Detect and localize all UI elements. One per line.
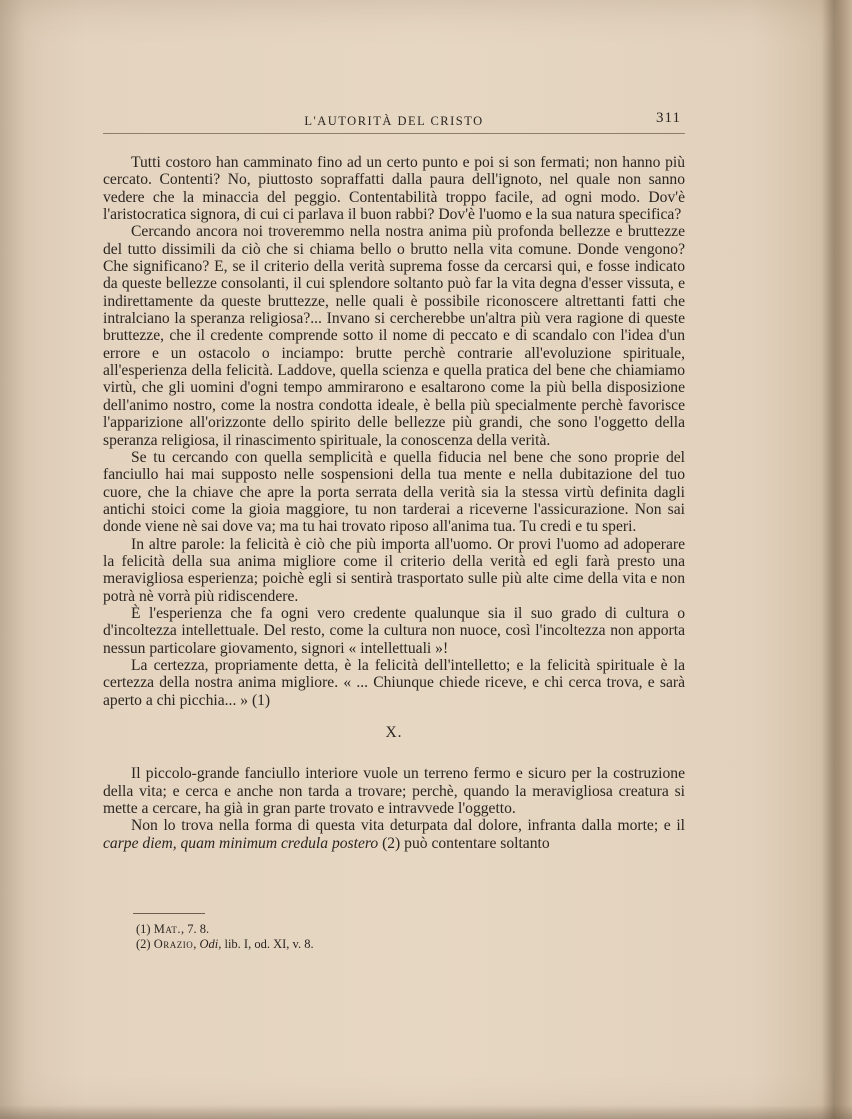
body-text [103, 154, 685, 852]
paragraph: La certezza, propriamente detta, è la felicità dell'intelletto; e la felicità spirituale è la certezza della nostra anima migliore. « ... Chiunque chiede riceve, e chi cerca trova, e sarà aperto a chi picchia... » (1) [103, 656, 685, 709]
paragraph: Cercando ancora noi troveremmo nella nostra anima più profonda bellezze e bruttezze del tutto dissimili da ciò che si chiama bello o brutto nella vita comune. Donde vengono? Che significano? E, se il criterio della verità suprema fosse da cercarsi qui, e fosse indicato da queste bellezze consolanti, il cui splendore soltanto può far la vita degna d'esser vissuta, e indirettamente da queste bruttezze, nelle quali è possibile riconoscere altrettanti fatti che intralciano la speranza religiosa?... Invano si cercherebbe un'altra più vera ragione di queste bruttezze, che il credente comprende sotto il nome di peccato e di scandalo con l'idea d'un errore e un ostacolo o inciampo: brutte perchè contrarie all'evoluzione spirituale, all'esperienza della felicità. Laddove, quella scienza e quella pratica del bene che chiamiamo virtù, che gli uomini d'ogni tempo ammirarono e esaltarono come la più bella disposizione dell'animo nostro, come la nostra condotta ideale, è bella più specialmente perchè favorisce l'apparizione all'orizzonte dello spirito delle bellezze più grandi, che sono l'oggetto della speranza religiosa, il rinascimento spirituale, la conoscenza della verità. [103, 223, 685, 449]
text-run: (2) può contentare soltanto [378, 834, 550, 852]
footnote-author: Orazio [153, 937, 194, 951]
latin-quote: carpe diem, quam minimum credula postero [103, 834, 379, 852]
header-rule [103, 133, 685, 134]
footnote-text: , 7. 8. [180, 922, 210, 936]
page-edge-right [822, 0, 852, 1119]
page-number: 311 [656, 110, 681, 126]
text-run: Non lo trova nella forma di questa vita deturpata dal dolore, infranta dalla morte; e il [131, 817, 685, 835]
paragraph: Il piccolo-grande fanciullo interiore vuole un terreno fermo e sicuro per la costruzione della vita; e cerca e anche non tarda a trovare; perchè, quando la meravigliosa creatura si mette a cercare, ha già in gran parte trovato e intravvede l'oggetto. [103, 765, 685, 818]
footnote-work: Odi [199, 937, 219, 951]
footnote-number: (2) [136, 937, 151, 951]
paragraph: Se tu cercando con quella semplicità e quella fiducia nel bene che sono proprie del fanciullo hai mai supposto nelle sospensioni della tua mente e nella dubitazione del tuo cuore, che la chiave che apre la porta serrata della verità sia la stessa virtù definita dagli antichi stoici come la gioia maggiore, tu non tarderai a riceverne l'assicurazione. Non sai donde viene nè sai dove va; ma tu hai trovato riposo all'anima tua. Tu credi e tu speri. [103, 448, 685, 536]
footnote-author: Mat. [153, 922, 181, 936]
footnote [136, 922, 556, 937]
footnote-text: , lib. I, od. XI, v. 8. [218, 937, 314, 951]
footnote-number: (1) [136, 922, 151, 936]
page-edge-bottom [0, 1105, 852, 1119]
paragraph: In altre parole: la felicità è ciò che più importa all'uomo. Or provi l'uomo ad adoperare la felicità della sua anima migliore come il criterio della verità ed egli farà presto una meravigliosa esperienza; poichè egli si sentirà trasportato sulle più alte cime della vita e non potrà nè vorrà più ridiscendere. [103, 535, 685, 605]
footnote [136, 937, 556, 952]
footnotes [136, 922, 556, 952]
footnote-rule [133, 913, 205, 914]
footnote-text: , [193, 937, 200, 951]
paragraph: Tutti costoro han camminato fino ad un certo punto e poi si son fermati; non hanno più cercato. Contenti? No, piuttosto sopraffatti dalla paura dell'ignoto, nel quale non sanno vedere che la minaccia del peggio. Contentabilità troppo facile, ad ogni modo. Dov'è l'aristocratica signora, di cui ci parlava il buon rabbi? Dov'è l'uomo e la sua natura specifica? [103, 154, 685, 224]
section-heading: X. [385, 724, 403, 741]
running-title: L'AUTORITÀ DEL CRISTO [304, 114, 484, 128]
paragraph-last [103, 817, 685, 852]
running-header [103, 112, 685, 134]
paragraph: È l'esperienza che fa ogni vero credente qualunque sia il suo grado di cultura o d'incoltezza intellettuale. Del resto, come la cultura non nuoce, così l'incoltezza non apporta nessun particolare giovamento, signori « intellettuali »! [103, 604, 685, 657]
